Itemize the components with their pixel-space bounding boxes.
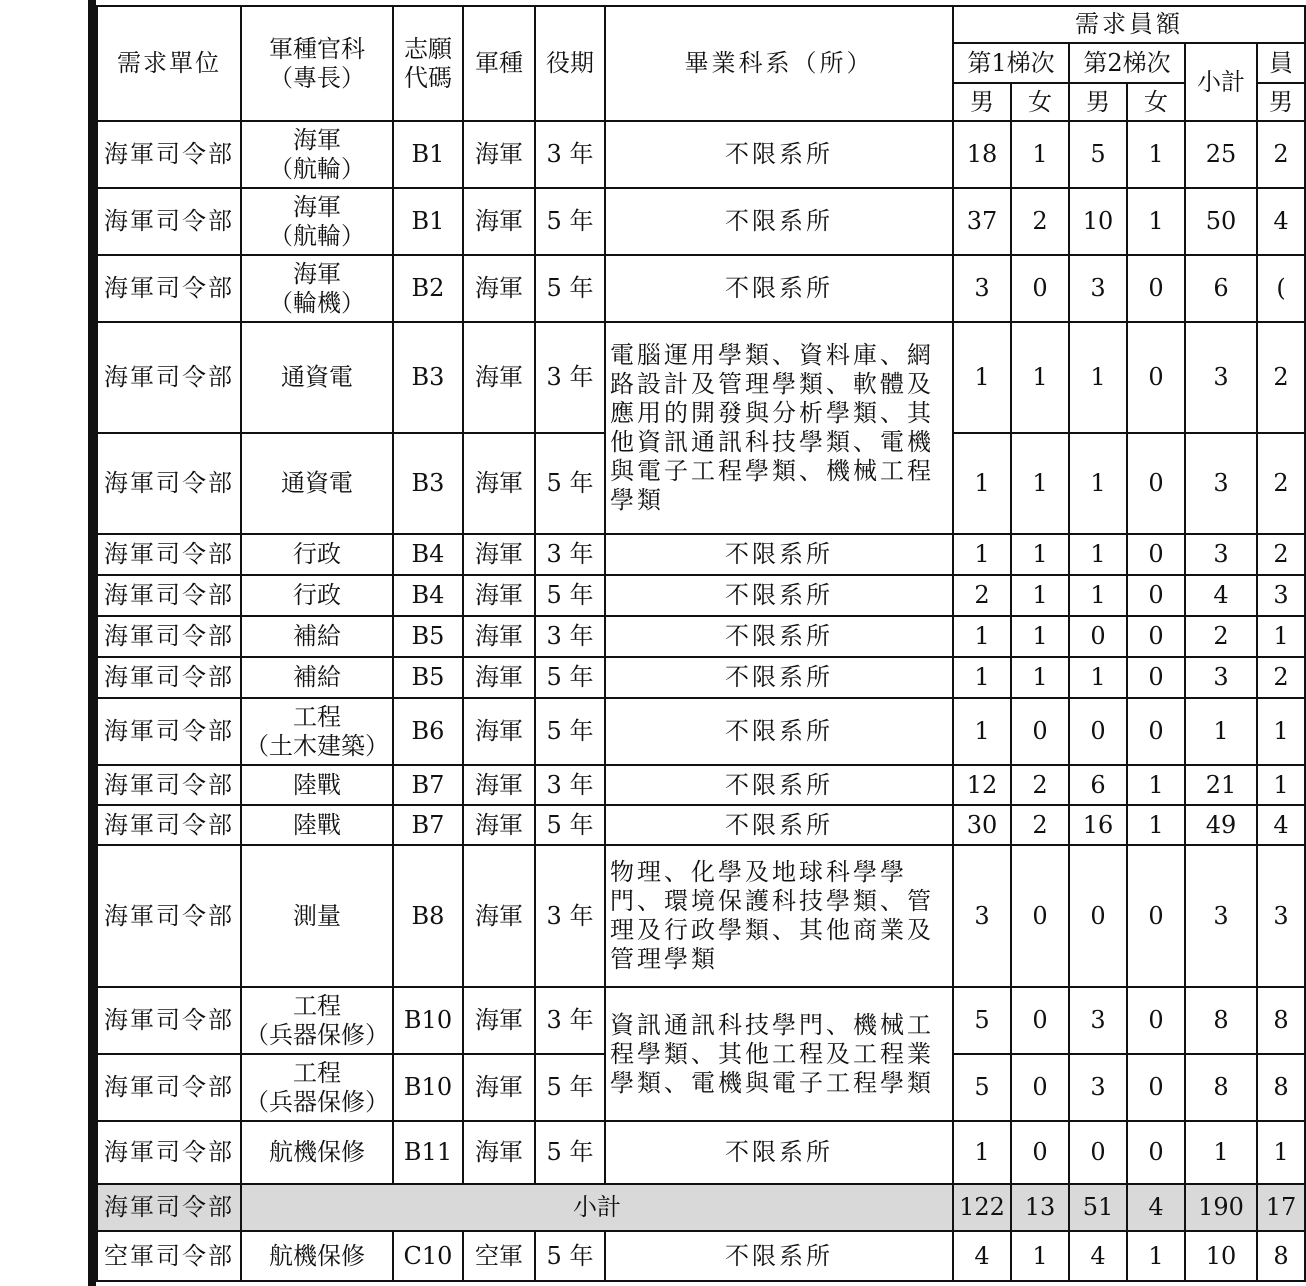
cell-extra: 2 <box>1257 433 1305 534</box>
table-row <box>97 845 1305 987</box>
cell-branch-line1: 通資電 <box>281 469 353 497</box>
cell-code: B4 <box>393 575 463 616</box>
cell-unit: 海軍司令部 <box>97 987 241 1054</box>
header-code-line2: 代碼 <box>404 63 452 92</box>
cell-f2: 0 <box>1127 534 1185 575</box>
cell-code: B5 <box>393 657 463 698</box>
cell-major: 不限系所 <box>605 765 953 805</box>
cell-m2: 1 <box>1069 575 1127 616</box>
header-term: 役期 <box>535 6 605 121</box>
cell-sub: 8 <box>1185 1054 1257 1121</box>
cell-unit: 海軍司令部 <box>97 765 241 805</box>
cell-service: 海軍 <box>463 657 535 698</box>
cell-major: 不限系所 <box>605 534 953 575</box>
cell-f1: 0 <box>1011 1054 1069 1121</box>
cell-term: 5 年 <box>535 1054 605 1121</box>
last-m1: 4 <box>953 1231 1011 1281</box>
cell-service: 海軍 <box>463 575 535 616</box>
cell-branch-line1: 測量 <box>293 901 341 930</box>
table-row <box>97 765 1305 805</box>
cell-unit: 海軍司令部 <box>97 255 241 322</box>
cell-branch <box>241 1054 393 1121</box>
cell-major: 不限系所 <box>605 1121 953 1184</box>
last-f2: 1 <box>1127 1231 1185 1281</box>
cell-sub: 3 <box>1185 845 1257 987</box>
cell-sub: 25 <box>1185 121 1257 188</box>
cell-branch-line1: 工程 <box>293 702 341 731</box>
cell-unit: 海軍司令部 <box>97 1121 241 1184</box>
cell-f2: 1 <box>1127 121 1185 188</box>
cell-branch <box>241 188 393 255</box>
cell-major: 不限系所 <box>605 188 953 255</box>
cell-sub: 49 <box>1185 805 1257 845</box>
cell-f2: 0 <box>1127 575 1185 616</box>
cell-branch-line1: 行政 <box>293 581 341 609</box>
cell-sub: 8 <box>1185 987 1257 1054</box>
cell-term: 3 年 <box>535 765 605 805</box>
cell-f2: 0 <box>1127 255 1185 322</box>
cell-f1: 1 <box>1011 616 1069 657</box>
cell-branch-line1: 航機保修 <box>269 1138 365 1166</box>
cell-branch-line1: 行政 <box>293 540 341 568</box>
subtotal-extra: 17 <box>1257 1184 1305 1231</box>
table-row <box>97 1121 1305 1184</box>
cell-branch-line1: 補給 <box>293 622 341 650</box>
cell-m2: 0 <box>1069 698 1127 765</box>
cell-major: 不限系所 <box>605 616 953 657</box>
cell-f2: 0 <box>1127 657 1185 698</box>
cell-branch-line1: 工程 <box>293 1058 341 1087</box>
cell-unit: 海軍司令部 <box>97 616 241 657</box>
cell-major: 電腦運用學類、資料庫、網路設計及管理學類、軟體及應用的開發與分析學類、其他資訊通訊科技學類、電機與電子工程學類、機械工程學類 <box>605 322 953 534</box>
last-term: 5 年 <box>535 1231 605 1281</box>
cell-m1: 1 <box>953 616 1011 657</box>
cell-service: 海軍 <box>463 534 535 575</box>
cell-m1: 3 <box>953 845 1011 987</box>
cell-branch <box>241 534 393 575</box>
cell-code: B6 <box>393 698 463 765</box>
cell-term: 5 年 <box>535 188 605 255</box>
cell-f2: 0 <box>1127 845 1185 987</box>
cell-branch-line1: 通資電 <box>281 363 353 391</box>
cell-f2: 0 <box>1127 322 1185 433</box>
cell-sub: 3 <box>1185 322 1257 433</box>
cell-term: 5 年 <box>535 255 605 322</box>
subtotal-row <box>97 1184 1305 1231</box>
cell-f2: 1 <box>1127 188 1185 255</box>
cell-f1: 1 <box>1011 322 1069 433</box>
last-code: C10 <box>393 1231 463 1281</box>
cell-sub: 21 <box>1185 765 1257 805</box>
cell-f1: 1 <box>1011 657 1069 698</box>
cell-branch-line2: （兵器保修） <box>245 1020 389 1049</box>
cell-m2: 1 <box>1069 534 1127 575</box>
cell-branch-line1: 陸戰 <box>293 810 341 839</box>
cell-sub: 4 <box>1185 575 1257 616</box>
header-male-1: 男 <box>953 83 1011 121</box>
cell-code: B3 <box>393 433 463 534</box>
header-code-line1: 志願 <box>404 34 452 63</box>
cell-m1: 12 <box>953 765 1011 805</box>
cell-branch <box>241 1121 393 1184</box>
cell-unit: 海軍司令部 <box>97 534 241 575</box>
cell-unit: 海軍司令部 <box>97 121 241 188</box>
cell-f2: 0 <box>1127 1121 1185 1184</box>
header-branch-line1: 軍種官科 <box>269 34 365 63</box>
cell-m2: 1 <box>1069 657 1127 698</box>
cell-unit: 海軍司令部 <box>97 657 241 698</box>
header-subtotal: 小計 <box>1185 43 1257 121</box>
cell-m2: 10 <box>1069 188 1127 255</box>
cell-code: B1 <box>393 188 463 255</box>
cell-branch <box>241 322 393 433</box>
cell-extra: 1 <box>1257 698 1305 765</box>
cell-unit: 海軍司令部 <box>97 188 241 255</box>
cell-term: 3 年 <box>535 121 605 188</box>
cell-branch <box>241 987 393 1054</box>
cell-m1: 2 <box>953 575 1011 616</box>
cell-service: 海軍 <box>463 322 535 433</box>
header-major: 畢業科系（所） <box>605 6 953 121</box>
cell-major: 不限系所 <box>605 698 953 765</box>
cell-branch-line2: （航輪） <box>269 221 365 250</box>
cell-service: 海軍 <box>463 805 535 845</box>
cell-extra: ( <box>1257 255 1305 322</box>
cell-m1: 1 <box>953 433 1011 534</box>
last-unit: 空軍司令部 <box>97 1231 241 1281</box>
cell-m1: 18 <box>953 121 1011 188</box>
cell-m2: 6 <box>1069 765 1127 805</box>
cell-extra: 3 <box>1257 845 1305 987</box>
last-m2: 4 <box>1069 1231 1127 1281</box>
cell-m1: 3 <box>953 255 1011 322</box>
cell-term: 3 年 <box>535 534 605 575</box>
header-batch1: 第1梯次 <box>953 43 1069 83</box>
cell-unit: 海軍司令部 <box>97 433 241 534</box>
subtotal-m2: 51 <box>1069 1184 1127 1231</box>
cell-service: 海軍 <box>463 987 535 1054</box>
cell-major: 資訊通訊科技學門、機械工程學類、其他工程及工程業學類、電機與電子工程學類 <box>605 987 953 1121</box>
table-row <box>97 1231 1305 1281</box>
cell-unit: 海軍司令部 <box>97 845 241 987</box>
cell-branch <box>241 657 393 698</box>
cell-extra: 4 <box>1257 188 1305 255</box>
cell-branch-line2: （兵器保修） <box>245 1087 389 1116</box>
cell-term: 5 年 <box>535 657 605 698</box>
cell-extra: 8 <box>1257 1054 1305 1121</box>
cell-term: 5 年 <box>535 575 605 616</box>
subtotal-f1: 13 <box>1011 1184 1069 1231</box>
table-row <box>97 805 1305 845</box>
cell-code: B10 <box>393 987 463 1054</box>
cell-service: 海軍 <box>463 255 535 322</box>
cell-term: 5 年 <box>535 698 605 765</box>
table-row <box>97 255 1305 322</box>
last-major: 不限系所 <box>605 1231 953 1281</box>
cell-f1: 1 <box>1011 534 1069 575</box>
cell-branch <box>241 698 393 765</box>
last-sub: 10 <box>1185 1231 1257 1281</box>
cell-service: 海軍 <box>463 433 535 534</box>
cell-f1: 0 <box>1011 845 1069 987</box>
cell-branch-line2: （航輪） <box>269 154 365 183</box>
cell-code: B8 <box>393 845 463 987</box>
cell-extra: 2 <box>1257 121 1305 188</box>
cell-f1: 1 <box>1011 121 1069 188</box>
header-male-2: 男 <box>1069 83 1127 121</box>
subtotal-f2: 4 <box>1127 1184 1185 1231</box>
cell-unit: 海軍司令部 <box>97 575 241 616</box>
cell-m1: 1 <box>953 698 1011 765</box>
cell-m2: 3 <box>1069 255 1127 322</box>
last-b1: 航機保修 <box>241 1231 393 1281</box>
cell-m2: 3 <box>1069 1054 1127 1121</box>
cell-f1: 0 <box>1011 698 1069 765</box>
cell-f1: 0 <box>1011 987 1069 1054</box>
header-batch2: 第2梯次 <box>1069 43 1185 83</box>
cell-code: B7 <box>393 805 463 845</box>
cell-extra: 1 <box>1257 765 1305 805</box>
cell-branch <box>241 255 393 322</box>
last-svc: 空軍 <box>463 1231 535 1281</box>
cell-branch <box>241 575 393 616</box>
cell-m2: 16 <box>1069 805 1127 845</box>
table-row <box>97 575 1305 616</box>
cell-service: 海軍 <box>463 1121 535 1184</box>
cell-code: B4 <box>393 534 463 575</box>
cell-unit: 海軍司令部 <box>97 322 241 433</box>
cell-term: 3 年 <box>535 322 605 433</box>
cell-unit: 海軍司令部 <box>97 1054 241 1121</box>
cell-code: B10 <box>393 1054 463 1121</box>
cell-f2: 0 <box>1127 698 1185 765</box>
cell-extra: 1 <box>1257 616 1305 657</box>
cell-m1: 5 <box>953 987 1011 1054</box>
cell-major: 不限系所 <box>605 805 953 845</box>
cell-f1: 0 <box>1011 255 1069 322</box>
cell-branch <box>241 121 393 188</box>
cell-code: B7 <box>393 765 463 805</box>
cell-f1: 2 <box>1011 765 1069 805</box>
cell-sub: 50 <box>1185 188 1257 255</box>
cell-unit: 海軍司令部 <box>97 698 241 765</box>
cell-service: 海軍 <box>463 765 535 805</box>
cell-term: 3 年 <box>535 616 605 657</box>
last-extra: 8 <box>1257 1231 1305 1281</box>
header-branch-line2: （專長） <box>269 63 365 92</box>
table-row <box>97 987 1305 1054</box>
cell-code: B3 <box>393 322 463 433</box>
cell-term: 3 年 <box>535 987 605 1054</box>
cell-major: 不限系所 <box>605 657 953 698</box>
cell-branch-line1: 陸戰 <box>293 770 341 799</box>
cell-m2: 0 <box>1069 1121 1127 1184</box>
cell-f1: 0 <box>1011 1121 1069 1184</box>
cell-m1: 37 <box>953 188 1011 255</box>
cell-branch <box>241 433 393 534</box>
subtotal-sub: 190 <box>1185 1184 1257 1231</box>
cell-branch <box>241 805 393 845</box>
cell-f2: 0 <box>1127 1054 1185 1121</box>
cell-extra: 3 <box>1257 575 1305 616</box>
header-code <box>393 6 463 121</box>
cell-major: 不限系所 <box>605 121 953 188</box>
cell-branch-line2: （輪機） <box>269 288 365 317</box>
cell-sub: 6 <box>1185 255 1257 322</box>
cell-f2: 0 <box>1127 987 1185 1054</box>
cell-major: 不限系所 <box>605 575 953 616</box>
cell-m2: 1 <box>1069 433 1127 534</box>
cell-m2: 5 <box>1069 121 1127 188</box>
header-female-2: 女 <box>1127 83 1185 121</box>
cell-f1: 1 <box>1011 433 1069 534</box>
header-row-1 <box>97 6 1305 43</box>
table-row <box>97 188 1305 255</box>
cell-extra: 2 <box>1257 534 1305 575</box>
cell-branch-line1: 海軍 <box>293 192 341 221</box>
cell-term: 5 年 <box>535 1121 605 1184</box>
cell-sub: 1 <box>1185 1121 1257 1184</box>
cell-major: 不限系所 <box>605 255 953 322</box>
cell-extra: 1 <box>1257 1121 1305 1184</box>
cell-m2: 3 <box>1069 987 1127 1054</box>
cell-f1: 2 <box>1011 805 1069 845</box>
header-service: 軍種 <box>463 6 535 121</box>
cell-branch <box>241 845 393 987</box>
cell-m2: 0 <box>1069 616 1127 657</box>
table-row <box>97 616 1305 657</box>
subtotal-unit: 海軍司令部 <box>97 1184 241 1231</box>
table-row <box>97 322 1305 433</box>
cell-branch-line1: 補給 <box>293 663 341 691</box>
cell-branch-line1: 工程 <box>293 991 341 1020</box>
cell-branch-line1: 海軍 <box>293 125 341 154</box>
cell-unit: 海軍司令部 <box>97 805 241 845</box>
cell-branch-line1: 海軍 <box>293 259 341 288</box>
cell-code: B5 <box>393 616 463 657</box>
cell-extra: 2 <box>1257 322 1305 433</box>
cell-sub: 1 <box>1185 698 1257 765</box>
subtotal-label: 小計 <box>241 1184 953 1231</box>
cell-code: B1 <box>393 121 463 188</box>
cell-service: 海軍 <box>463 616 535 657</box>
cell-extra: 2 <box>1257 657 1305 698</box>
recruitment-table <box>96 5 1306 1282</box>
header-female-1: 女 <box>1011 83 1069 121</box>
header-unit: 需求單位 <box>97 6 241 121</box>
table-row <box>97 657 1305 698</box>
table-row <box>97 698 1305 765</box>
cell-f2: 1 <box>1127 765 1185 805</box>
table-row <box>97 121 1305 188</box>
cell-m1: 1 <box>953 657 1011 698</box>
cell-m1: 5 <box>953 1054 1011 1121</box>
cell-m2: 1 <box>1069 322 1127 433</box>
cell-m2: 0 <box>1069 845 1127 987</box>
cell-service: 海軍 <box>463 698 535 765</box>
cell-extra: 8 <box>1257 987 1305 1054</box>
cell-service: 海軍 <box>463 845 535 987</box>
cell-f2: 1 <box>1127 805 1185 845</box>
cell-extra: 4 <box>1257 805 1305 845</box>
header-demand: 需求員額 <box>953 6 1305 43</box>
cell-f2: 0 <box>1127 433 1185 534</box>
cell-f1: 2 <box>1011 188 1069 255</box>
cell-service: 海軍 <box>463 1054 535 1121</box>
subtotal-m1: 122 <box>953 1184 1011 1231</box>
last-f1: 1 <box>1011 1231 1069 1281</box>
cell-sub: 3 <box>1185 657 1257 698</box>
cell-term: 3 年 <box>535 845 605 987</box>
cell-m1: 30 <box>953 805 1011 845</box>
cell-branch <box>241 765 393 805</box>
cell-branch-line2: （土木建築） <box>245 731 389 760</box>
cell-code: B2 <box>393 255 463 322</box>
cell-m1: 1 <box>953 534 1011 575</box>
table-frame <box>88 0 1297 1286</box>
cell-f2: 0 <box>1127 616 1185 657</box>
header-branch <box>241 6 393 121</box>
cell-service: 海軍 <box>463 188 535 255</box>
cell-m1: 1 <box>953 322 1011 433</box>
cell-f1: 1 <box>1011 575 1069 616</box>
table-row <box>97 534 1305 575</box>
cell-sub: 2 <box>1185 616 1257 657</box>
cell-sub: 3 <box>1185 534 1257 575</box>
cell-major: 物理、化學及地球科學學門、環境保護科技學類、管理及行政學類、其他商業及管理學類 <box>605 845 953 987</box>
header-extra: 員 <box>1257 43 1305 83</box>
cell-term: 5 年 <box>535 433 605 534</box>
header-extra2: 男 <box>1257 83 1305 121</box>
cell-branch <box>241 616 393 657</box>
cell-service: 海軍 <box>463 121 535 188</box>
cell-m1: 1 <box>953 1121 1011 1184</box>
cell-term: 5 年 <box>535 805 605 845</box>
cell-sub: 3 <box>1185 433 1257 534</box>
cell-code: B11 <box>393 1121 463 1184</box>
